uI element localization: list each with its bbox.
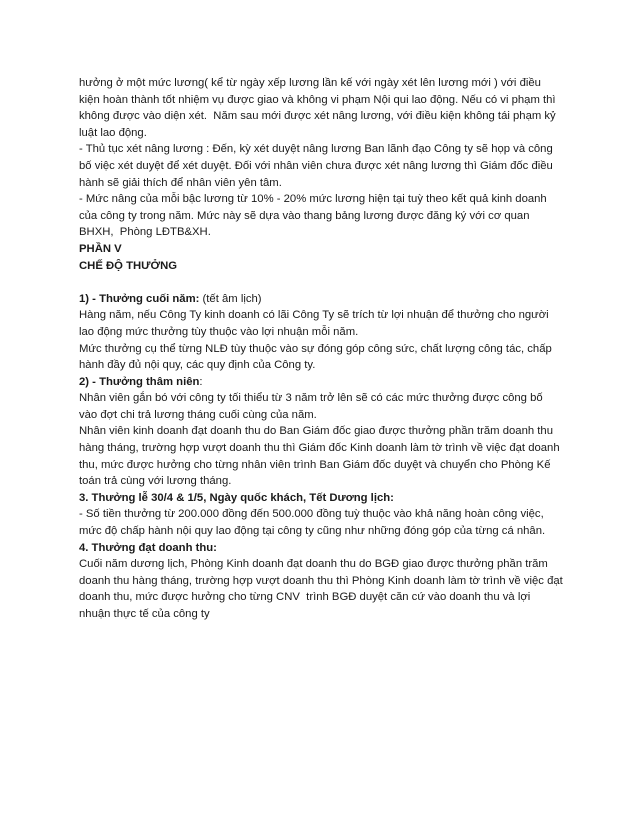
section-2-paragraph-1: Nhân viên gắn bó với công ty tối thiểu từ 3 năm trở lên sẽ có các mức thưởng được công bố vào đợt chi trả lương tháng cuối cùng của năm. xyxy=(79,392,546,421)
section-2-heading-label: 2) - Thưởng thâm niên xyxy=(79,375,200,388)
section-1-paragraph-1: Hàng năm, nếu Công Ty kinh doanh có lãi Công Ty sẽ trích từ lợi nhuận để thưởng cho người lao động mức thưởng tùy thuộc vào lợi nhuận mỗi năm. xyxy=(79,309,552,338)
paragraph-salary-procedure: - Thủ tục xét nâng lương : Đến, kỳ xét duyệt nâng lương Ban lãnh đạo Công ty sẽ họp và công bố việc xét duyệt để xét duyệt. Đối với nhân viên chưa được xét nâng lương thì Giám đốc điều hành sẽ giải thích để nhân viên yên tâm. xyxy=(79,143,556,189)
section-3-paragraph-1: - Số tiền thưởng từ 200.000 đồng đến 500.000 đồng tuỳ thuộc vào khả năng hoàn công việc, mức độ chấp hành nội quy lao động tại công ty cũng như những đóng góp của từng cá nhân. xyxy=(79,508,547,538)
section-2-heading-tail: : xyxy=(199,375,203,388)
part-heading: PHẦN V xyxy=(79,242,122,255)
section-3-heading: 3. Thưởng lễ 30/4 & 1/5, Ngày quốc khách, Tết Dương lịch: xyxy=(79,491,394,504)
section-1-paragraph-2: Mức thưởng cụ thể từng NLĐ tùy thuộc vào sự đóng góp công sức, chất lượng công tác, chấp hành đầy đủ nội quy, các quy định của Công ty. xyxy=(79,342,555,372)
paragraph-salary-increase-rate: - Mức nâng của mỗi bậc lương từ 10% - 20% mức lương hiện tại tuỳ theo kết quả kinh doanh của công ty trong năm. Mức này sẽ dựa vào thang bảng lương được đăng ký với cơ quan BHXH, Phòng LĐTB&XH. xyxy=(79,193,550,239)
paragraph-salary-conditions: hưởng ở một mức lương( kể từ ngày xếp lương lần kế với ngày xét lên lương mới ) với điều kiện hoàn thành tốt nhiệm vụ được giao và không vi phạm Nội qui lao động. Nếu có vi phạm thì không được vào diện xét. Năm sau mới được xét nâng lương, với điều kiện không tái phạm kỷ luật lao động. xyxy=(79,77,559,139)
section-1-heading xyxy=(79,291,564,308)
blank-line xyxy=(79,274,564,291)
section-1-heading-note: (tết âm lịch) xyxy=(199,292,262,305)
document-page xyxy=(79,75,564,623)
section-1-heading-label: 1) - Thưởng cuối năm: xyxy=(79,292,200,305)
part-title: CHẾ ĐỘ THƯỞNG xyxy=(79,259,178,272)
section-4-paragraph-1: Cuối năm dương lịch, Phòng Kinh doanh đạt doanh thu do BGĐ giao được thưởng phần trăm doanh thu hàng tháng, trường hợp vượt doanh thu thì Phòng Kinh doanh làm tờ trình về việc đạt doanh thu, mức được hưởng cho từng CNV trình BGĐ duyệt căn cứ vào doanh thu và lợi nhuận thực tế của công ty xyxy=(79,558,566,620)
section-2-paragraph-2: Nhân viên kinh doanh đạt doanh thu do Ban Giám đốc giao được thưởng phần trăm doanh thu hàng tháng, trường hợp vượt doanh thu thì Giám đốc Kinh doanh làm tờ trình về việc đạt doanh thu, mức được hưởng cho từng nhân viên trình Ban Giám đốc duyệt và chuyển cho Phòng Kế toán trả cùng với lương tháng. xyxy=(79,425,563,488)
section-2-heading xyxy=(79,374,564,391)
section-4-heading: 4. Thưởng đạt doanh thu: xyxy=(79,541,217,554)
